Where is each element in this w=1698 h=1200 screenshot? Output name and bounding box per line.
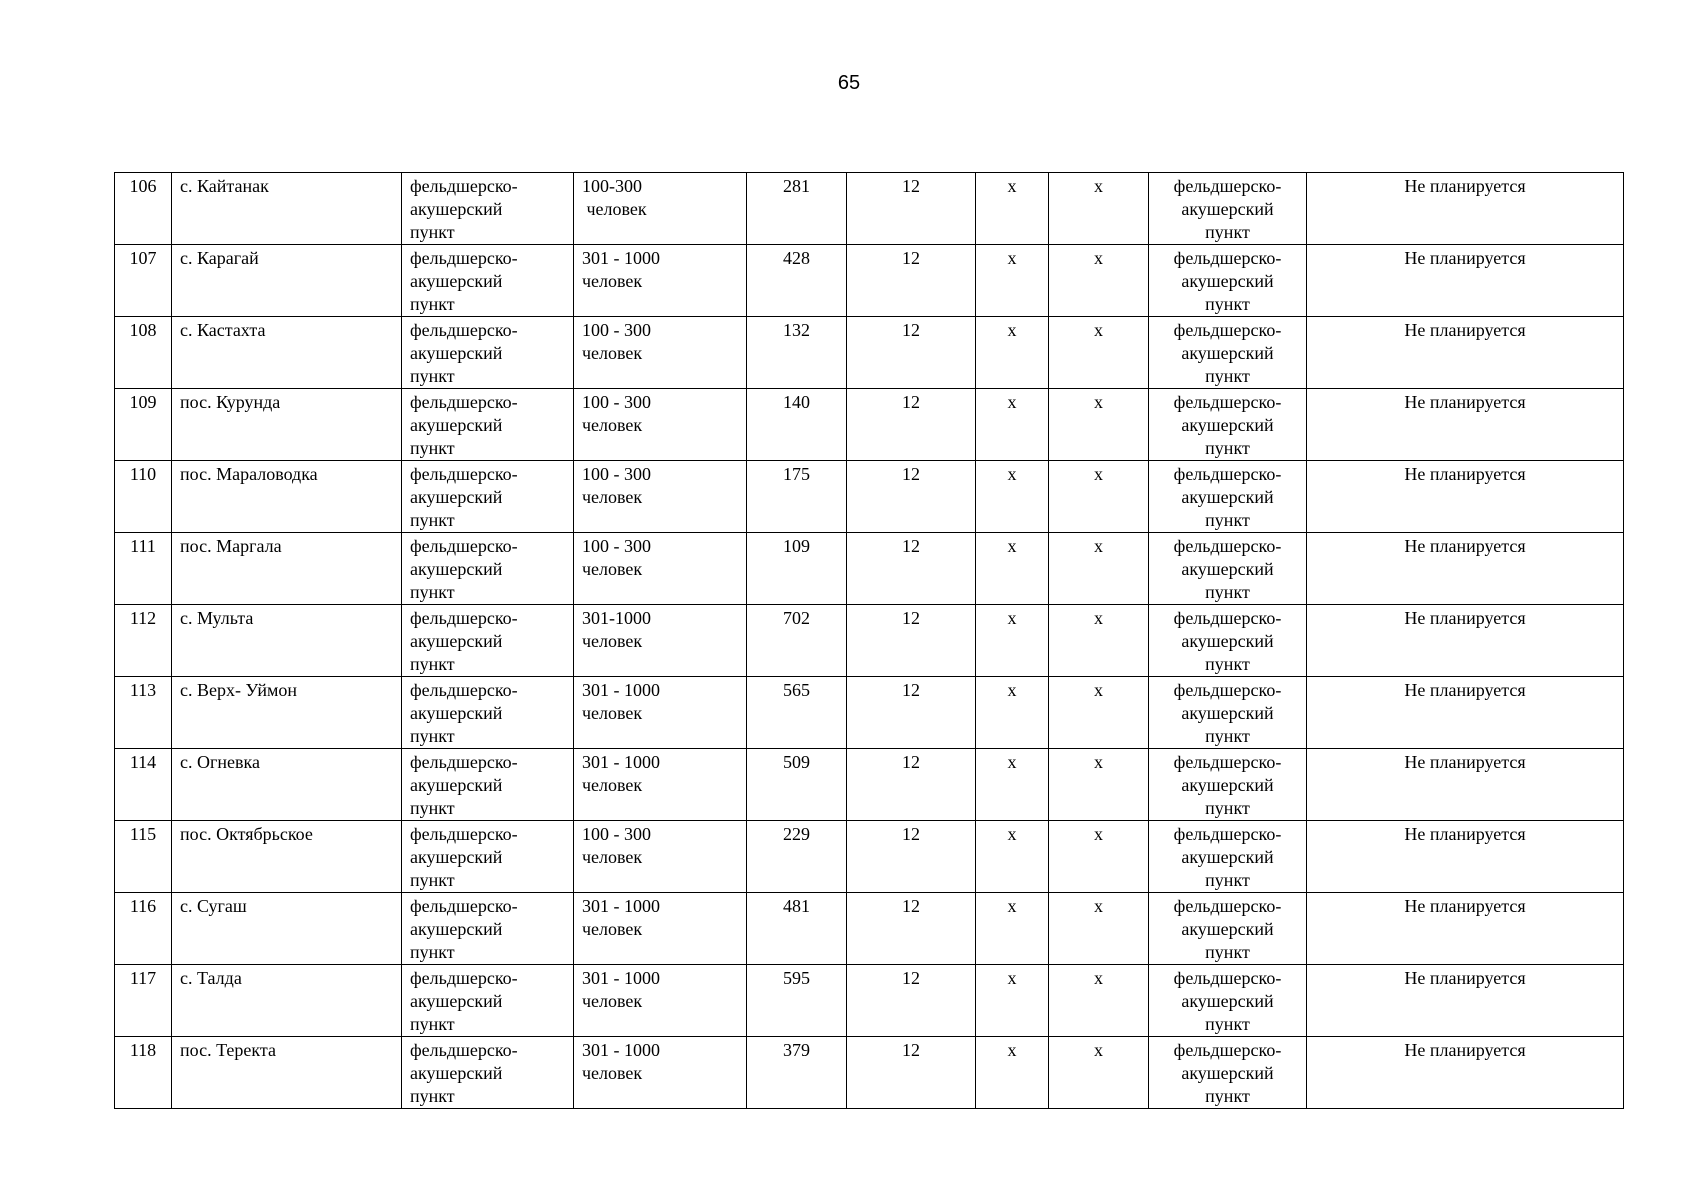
table-row [115, 605, 1624, 677]
population-group-cell: 301-1000 человек [574, 605, 747, 677]
facility-type-cell: фельдшерско- акушерский пункт [402, 317, 574, 389]
table-row [115, 461, 1624, 533]
settlement-cell: с. Сугаш [172, 893, 402, 965]
status-cell: Не планируется [1307, 605, 1624, 677]
marker-cell: х [976, 1037, 1049, 1109]
facilities-table [114, 172, 1624, 1109]
row-number-cell: 107 [115, 245, 172, 317]
table-row [115, 965, 1624, 1037]
distance-cell: 12 [847, 1037, 976, 1109]
status-cell: Не планируется [1307, 893, 1624, 965]
row-number-cell: 115 [115, 821, 172, 893]
settlement-cell: с. Огневка [172, 749, 402, 821]
population-cell: 702 [747, 605, 847, 677]
facility-type-cell: фельдшерско- акушерский пункт [402, 749, 574, 821]
table-row [115, 677, 1624, 749]
marker-cell: х [976, 677, 1049, 749]
status-cell: Не планируется [1307, 821, 1624, 893]
table-body [115, 173, 1624, 1109]
status-cell: Не планируется [1307, 317, 1624, 389]
facility-type-cell: фельдшерско- акушерский пункт [402, 821, 574, 893]
distance-cell: 12 [847, 605, 976, 677]
table-row [115, 173, 1624, 245]
planned-facility-cell: фельдшерско- акушерский пункт [1149, 677, 1307, 749]
marker-cell: х [976, 821, 1049, 893]
settlement-cell: с. Кастахта [172, 317, 402, 389]
planned-facility-cell: фельдшерско- акушерский пункт [1149, 965, 1307, 1037]
row-number-cell: 117 [115, 965, 172, 1037]
marker-cell: х [976, 317, 1049, 389]
population-group-cell: 100 - 300 человек [574, 821, 747, 893]
marker-cell: х [1049, 677, 1149, 749]
status-cell: Не планируется [1307, 389, 1624, 461]
settlement-cell: с. Кайтанак [172, 173, 402, 245]
row-number-cell: 106 [115, 173, 172, 245]
settlement-cell: с. Мульта [172, 605, 402, 677]
distance-cell: 12 [847, 677, 976, 749]
status-cell: Не планируется [1307, 749, 1624, 821]
planned-facility-cell: фельдшерско- акушерский пункт [1149, 1037, 1307, 1109]
marker-cell: х [976, 605, 1049, 677]
status-cell: Не планируется [1307, 461, 1624, 533]
marker-cell: х [1049, 317, 1149, 389]
planned-facility-cell: фельдшерско- акушерский пункт [1149, 245, 1307, 317]
population-cell: 109 [747, 533, 847, 605]
planned-facility-cell: фельдшерско- акушерский пункт [1149, 317, 1307, 389]
distance-cell: 12 [847, 965, 976, 1037]
settlement-cell: пос. Теректа [172, 1037, 402, 1109]
marker-cell: х [1049, 461, 1149, 533]
settlement-cell: с. Верх- Уймон [172, 677, 402, 749]
population-group-cell: 301 - 1000 человек [574, 893, 747, 965]
marker-cell: х [1049, 965, 1149, 1037]
population-cell: 379 [747, 1037, 847, 1109]
distance-cell: 12 [847, 461, 976, 533]
table-row [115, 893, 1624, 965]
settlement-cell: пос. Мараловодка [172, 461, 402, 533]
population-cell: 595 [747, 965, 847, 1037]
marker-cell: х [1049, 749, 1149, 821]
row-number-cell: 113 [115, 677, 172, 749]
distance-cell: 12 [847, 173, 976, 245]
status-cell: Не планируется [1307, 965, 1624, 1037]
row-number-cell: 108 [115, 317, 172, 389]
marker-cell: х [1049, 893, 1149, 965]
population-group-cell: 100 - 300 человек [574, 389, 747, 461]
facility-type-cell: фельдшерско- акушерский пункт [402, 533, 574, 605]
status-cell: Не планируется [1307, 245, 1624, 317]
row-number-cell: 114 [115, 749, 172, 821]
distance-cell: 12 [847, 389, 976, 461]
status-cell: Не планируется [1307, 677, 1624, 749]
planned-facility-cell: фельдшерско- акушерский пункт [1149, 821, 1307, 893]
facility-type-cell: фельдшерско- акушерский пункт [402, 389, 574, 461]
table-row [115, 245, 1624, 317]
settlement-cell: с. Талда [172, 965, 402, 1037]
status-cell: Не планируется [1307, 1037, 1624, 1109]
population-group-cell: 100 - 300 человек [574, 461, 747, 533]
population-cell: 229 [747, 821, 847, 893]
marker-cell: х [1049, 245, 1149, 317]
distance-cell: 12 [847, 317, 976, 389]
settlement-cell: пос. Октябрьское [172, 821, 402, 893]
distance-cell: 12 [847, 893, 976, 965]
facility-type-cell: фельдшерско- акушерский пункт [402, 965, 574, 1037]
table-row [115, 749, 1624, 821]
marker-cell: х [976, 749, 1049, 821]
table-row [115, 533, 1624, 605]
planned-facility-cell: фельдшерско- акушерский пункт [1149, 893, 1307, 965]
marker-cell: х [1049, 821, 1149, 893]
marker-cell: х [976, 965, 1049, 1037]
population-cell: 481 [747, 893, 847, 965]
population-group-cell: 100 - 300 человек [574, 533, 747, 605]
population-group-cell: 301 - 1000 человек [574, 1037, 747, 1109]
population-cell: 140 [747, 389, 847, 461]
planned-facility-cell: фельдшерско- акушерский пункт [1149, 389, 1307, 461]
settlement-cell: пос. Курунда [172, 389, 402, 461]
row-number-cell: 112 [115, 605, 172, 677]
table-row [115, 821, 1624, 893]
distance-cell: 12 [847, 821, 976, 893]
facility-type-cell: фельдшерско- акушерский пункт [402, 173, 574, 245]
population-group-cell: 100-300 человек [574, 173, 747, 245]
facility-type-cell: фельдшерско- акушерский пункт [402, 893, 574, 965]
population-cell: 509 [747, 749, 847, 821]
marker-cell: х [976, 245, 1049, 317]
table-row [115, 1037, 1624, 1109]
page-number: 65 [837, 72, 861, 94]
population-cell: 281 [747, 173, 847, 245]
facility-type-cell: фельдшерско- акушерский пункт [402, 245, 574, 317]
marker-cell: х [1049, 605, 1149, 677]
population-group-cell: 301 - 1000 человек [574, 245, 747, 317]
marker-cell: х [1049, 533, 1149, 605]
population-cell: 132 [747, 317, 847, 389]
marker-cell: х [1049, 389, 1149, 461]
facility-type-cell: фельдшерско- акушерский пункт [402, 677, 574, 749]
population-group-cell: 301 - 1000 человек [574, 965, 747, 1037]
status-cell: Не планируется [1307, 173, 1624, 245]
planned-facility-cell: фельдшерско- акушерский пункт [1149, 461, 1307, 533]
row-number-cell: 118 [115, 1037, 172, 1109]
planned-facility-cell: фельдшерско- акушерский пункт [1149, 605, 1307, 677]
facility-type-cell: фельдшерско- акушерский пункт [402, 1037, 574, 1109]
row-number-cell: 110 [115, 461, 172, 533]
table-row [115, 317, 1624, 389]
distance-cell: 12 [847, 533, 976, 605]
planned-facility-cell: фельдшерско- акушерский пункт [1149, 533, 1307, 605]
marker-cell: х [976, 461, 1049, 533]
settlement-cell: с. Карагай [172, 245, 402, 317]
facility-type-cell: фельдшерско- акушерский пункт [402, 461, 574, 533]
planned-facility-cell: фельдшерско- акушерский пункт [1149, 173, 1307, 245]
distance-cell: 12 [847, 749, 976, 821]
row-number-cell: 111 [115, 533, 172, 605]
row-number-cell: 116 [115, 893, 172, 965]
population-cell: 428 [747, 245, 847, 317]
population-group-cell: 100 - 300 человек [574, 317, 747, 389]
facility-type-cell: фельдшерско- акушерский пункт [402, 605, 574, 677]
planned-facility-cell: фельдшерско- акушерский пункт [1149, 749, 1307, 821]
table-row [115, 389, 1624, 461]
row-number-cell: 109 [115, 389, 172, 461]
distance-cell: 12 [847, 245, 976, 317]
marker-cell: х [976, 389, 1049, 461]
marker-cell: х [1049, 1037, 1149, 1109]
population-cell: 565 [747, 677, 847, 749]
status-cell: Не планируется [1307, 533, 1624, 605]
population-cell: 175 [747, 461, 847, 533]
population-group-cell: 301 - 1000 человек [574, 677, 747, 749]
marker-cell: х [976, 893, 1049, 965]
marker-cell: х [976, 173, 1049, 245]
marker-cell: х [1049, 173, 1149, 245]
settlement-cell: пос. Маргала [172, 533, 402, 605]
population-group-cell: 301 - 1000 человек [574, 749, 747, 821]
marker-cell: х [976, 533, 1049, 605]
